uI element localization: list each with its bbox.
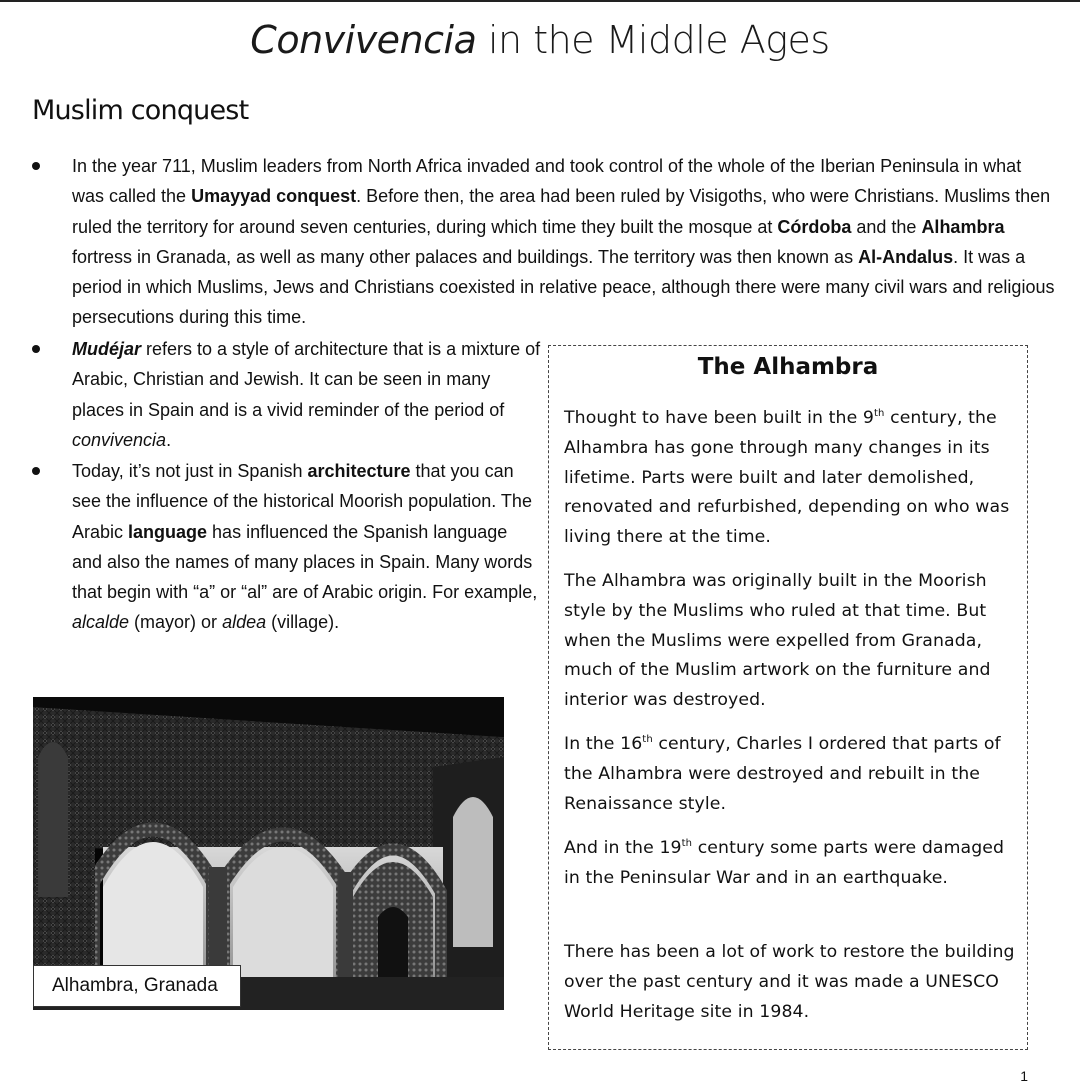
text: . Before then, the area had been ruled by Visigoths, who were Christians. Muslims then ruled the territory for around seven centuries, during which time they built the mosque at <box>72 186 1051 237</box>
text: Today, it’s not just in Spanish <box>72 461 308 481</box>
text: And in the 19 <box>564 838 682 858</box>
superscript: th <box>681 838 693 850</box>
italic-term: convivencia <box>72 429 167 450</box>
text: has influenced the Spanish language and also the names of many places in Spain. Many words that begin with “a” or “al” are of Arabic origin. For example, <box>72 521 538 603</box>
sidebar-title: The Alhambra <box>697 354 879 380</box>
italic-term: aldea <box>222 612 267 633</box>
text: (mayor) or <box>129 612 223 633</box>
sidebar-paragraph-1 <box>564 404 1019 553</box>
text: . It was a period in which Muslims, Jews and Christians coexisted in relative peace, although there were many civil wars and religious persecutions during this time. <box>72 246 1055 328</box>
bold-term: Córdoba <box>777 216 852 237</box>
bold-term: architecture <box>307 461 411 481</box>
bullet-dot <box>32 345 40 353</box>
bold-term: Umayyad conquest <box>191 186 357 207</box>
title-italic: Convivencia <box>250 18 477 62</box>
text: In the year 711, Muslim leaders from North Africa invaded and took control of the whole of the Iberian Peninsula in what was called the <box>72 156 1022 207</box>
italic-term: alcalde <box>72 612 130 633</box>
top-rule <box>0 0 1080 2</box>
text: . <box>166 429 172 450</box>
sidebar-paragraph-3 <box>564 730 1019 819</box>
bullet-dot <box>32 467 40 475</box>
bullet-dot <box>32 162 40 170</box>
page-number: 1 <box>1020 1068 1028 1084</box>
bold-term: language <box>128 521 208 542</box>
text: refers to a style of architecture that is a mixture of Arabic, Christian and Jewish. It can be seen in many places in Spain and is a vivid reminder of the period of <box>72 339 541 420</box>
section-heading: Muslim conquest <box>32 95 249 126</box>
text: that you can see the influence of the historical Moorish population. The Arabic <box>72 461 532 542</box>
photo-caption: Alhambra, Granada <box>33 965 241 1007</box>
text: century, the Alhambra has gone through many changes in its lifetime. Parts were built and later demolished, renovated and refurbished, depending on who was living there at the time. <box>564 408 1010 548</box>
superscript: th <box>642 734 653 746</box>
bold-term: Alhambra <box>921 216 1005 237</box>
paragraph-language <box>72 456 542 638</box>
text: (village). <box>266 612 340 633</box>
sidebar-paragraph-5: There has been a lot of work to restore the building over the past century and it was made a UNESCO World Heritage site in 1984. <box>564 942 1015 1022</box>
text: fortress in Granada, as well as many other palaces and buildings. The territory was then known as <box>72 246 859 267</box>
text: century, Charles I ordered that parts of the Alhambra were destroyed and rebuilt in the Renaissance style. <box>564 734 1001 814</box>
sidebar-paragraph-4 <box>564 834 1019 894</box>
bold-italic-term: Mudéjar <box>72 339 142 359</box>
alhambra-photo <box>33 697 504 1010</box>
sidebar-paragraph-2: The Alhambra was originally built in the Moorish style by the Muslims who ruled at that time. But when the Muslims were expelled from Granada, much of the Muslim artwork on the furniture and interior was destroyed. <box>564 571 991 711</box>
title-rest: in the Middle Ages <box>476 18 830 62</box>
text: century some parts were damaged in the Peninsular War and in an earthquake. <box>564 838 1005 888</box>
bold-term: Al-Andalus <box>858 246 954 267</box>
text: and the <box>851 216 922 237</box>
superscript: th <box>874 408 885 420</box>
text: In the 16 <box>564 734 643 754</box>
text: Thought to have been built in the 9 <box>564 408 875 428</box>
paragraph-mudejar <box>72 334 542 455</box>
page-title <box>0 18 1080 62</box>
paragraph-umayyad <box>72 151 1057 333</box>
arches-illustration <box>33 697 504 1010</box>
